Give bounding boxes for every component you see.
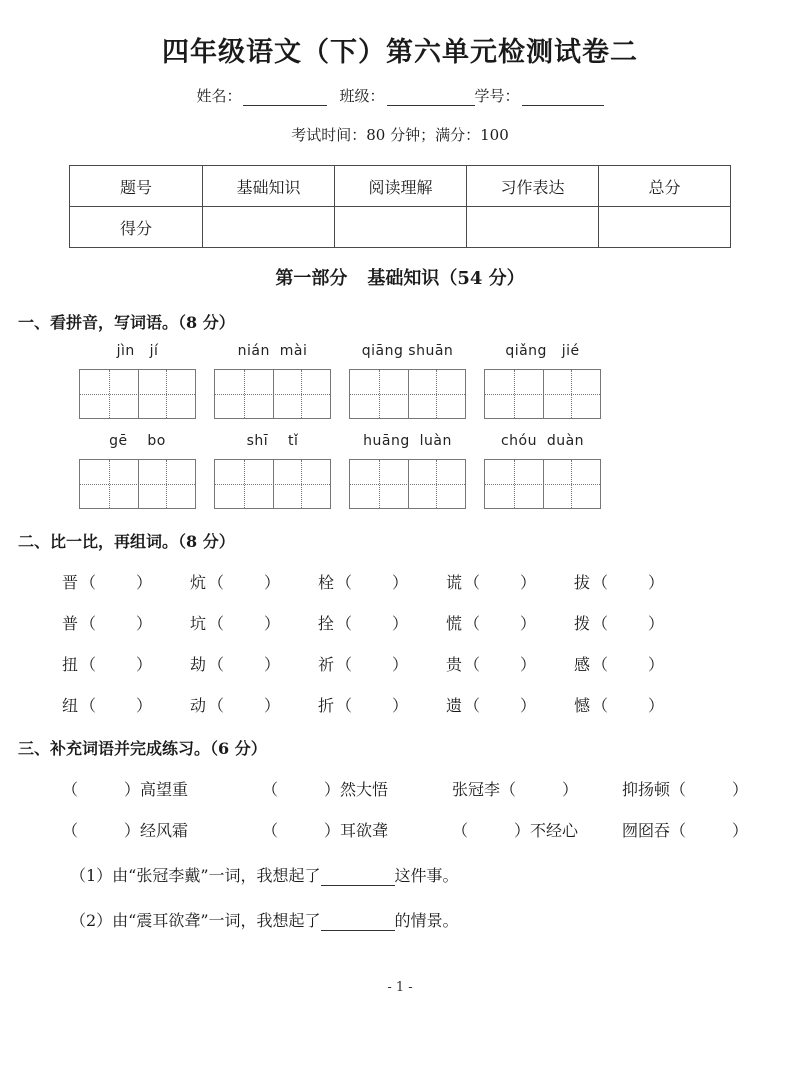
idiom-item[interactable] [452,818,622,841]
compare-char: 憾 [574,696,591,715]
compare-item[interactable] [190,693,318,716]
idiom-after: ）不经心 [514,821,579,840]
part-heading-number: 第一部分 [275,268,348,289]
page-footer [0,980,800,995]
paren-open: （ [208,573,225,592]
compare-item[interactable] [318,693,446,716]
paren-close: ） [648,696,665,715]
paren-close: ） [264,655,281,674]
tianzige-box[interactable] [349,459,466,509]
compare-item[interactable] [190,611,318,634]
paren-open: （ [464,614,481,633]
page-number: - 1 - [387,980,413,995]
paren-close: ） [264,614,281,633]
paren-open: （ [592,614,609,633]
compare-item[interactable] [62,652,190,675]
compare-char: 炕 [190,573,207,592]
pinyin-group-8 [475,433,610,509]
pinyin-group-1 [70,343,205,419]
paren-open: （ [336,696,353,715]
class-field-label: 班级： [339,87,385,105]
sub-question-1-suffix: 这件事。 [394,866,459,885]
tianzige-box[interactable] [484,369,601,419]
paren-open: （ [80,573,97,592]
paren-close: ） [648,573,665,592]
compare-char: 谎 [446,573,463,592]
idiom-after: ） [562,780,579,799]
student-id-field-input[interactable] [522,91,604,106]
paren-open: （ [592,655,609,674]
idiom-before: （ [62,821,79,840]
paren-close: ） [648,614,665,633]
compare-item[interactable] [446,693,574,716]
compare-char: 祈 [318,655,335,674]
compare-item[interactable] [62,570,190,593]
score-table-header-2: 阅读理解 [335,166,467,207]
pinyin-label: qiāng shuān [361,343,454,359]
idiom-after: ） [732,821,749,840]
compare-item[interactable] [574,611,702,634]
compare-char: 拔 [574,573,591,592]
name-field-input[interactable] [243,91,327,106]
pinyin-group-2 [205,343,340,419]
paren-close: ） [264,573,281,592]
tianzige-box[interactable] [214,459,331,509]
paren-close: ） [264,696,281,715]
paren-open: （ [336,614,353,633]
compare-item[interactable] [62,611,190,634]
part-heading [0,264,800,290]
compare-item[interactable] [446,611,574,634]
pinyin-label: gē bo [109,433,166,449]
tianzige-box[interactable] [484,459,601,509]
idiom-after: ）经风霜 [124,821,189,840]
paren-close: ） [648,655,665,674]
idiom-after: ）耳欲聋 [324,821,389,840]
idiom-before: （ [62,780,79,799]
pinyin-label: chóu duàn [500,433,585,449]
paren-close: ） [136,696,153,715]
idiom-before: 囫囵吞（ [622,821,687,840]
tianzige-box[interactable] [79,369,196,419]
compare-char: 栓 [318,573,335,592]
compare-char: 折 [318,696,335,715]
compare-char: 感 [574,655,591,674]
paren-open: （ [208,696,225,715]
compare-char: 遗 [446,696,463,715]
compare-char: 拴 [318,614,335,633]
compare-char: 扭 [62,655,79,674]
compare-item[interactable] [574,693,702,716]
pinyin-group-6 [205,433,340,509]
idiom-after: ）然大悟 [324,780,389,799]
score-table-header-3: 习作表达 [467,166,599,207]
idiom-before: （ [262,780,279,799]
paren-close: ） [520,614,537,633]
question-1-heading: 一、看拼音，写词语。（8 分） [18,313,235,332]
question-1-body [0,343,800,509]
score-cell-0[interactable] [203,207,335,248]
idiom-before: （ [452,821,469,840]
compare-char: 晋 [62,573,79,592]
page-title: 四年级语文（下）第六单元检测试卷二 [162,37,638,68]
compare-item[interactable] [318,570,446,593]
compare-char: 动 [190,696,207,715]
paren-open: （ [464,696,481,715]
paren-open: （ [592,573,609,592]
paren-close: ） [520,573,537,592]
pinyin-label: nián mài [237,343,308,359]
compare-row-2 [62,611,800,634]
idiom-item[interactable] [262,818,452,841]
idiom-before: 抑扬顿（ [622,780,687,799]
score-table-header-4: 总分 [599,166,731,207]
idiom-item[interactable] [262,777,452,800]
idiom-item[interactable] [62,818,262,841]
paren-open: （ [80,655,97,674]
compare-item[interactable] [190,570,318,593]
compare-item[interactable] [318,611,446,634]
question-2-heading: 二、比一比，再组词。（8 分） [18,532,235,551]
compare-item[interactable] [574,652,702,675]
table-row-score [70,207,731,248]
pinyin-label: qiǎng jié [505,343,580,359]
idiom-item[interactable] [622,777,772,800]
sub-question-2-suffix: 的情景。 [394,911,459,930]
pinyin-group-3 [340,343,475,419]
sub-question-1-prefix: （1）由“张冠李戴”一词，我想起了 [70,866,321,885]
paren-open: （ [464,573,481,592]
paren-open: （ [80,614,97,633]
paren-close: ） [520,696,537,715]
question-3-body [0,777,800,931]
sub-question-2-prefix: （2）由“震耳欲聋”一词，我想起了 [70,911,321,930]
score-table [69,165,731,248]
paren-close: ） [136,573,153,592]
question-3-heading: 三、补充词语并完成练习。（6 分） [18,739,267,758]
idiom-item[interactable] [452,777,622,800]
compare-row-4 [62,693,800,716]
compare-item[interactable] [446,570,574,593]
compare-char: 纽 [62,696,79,715]
score-cell-3[interactable] [599,207,731,248]
exam-info: 考试时间：80 分钟；满分：100 [291,126,509,144]
sub-question-1-blank[interactable] [321,871,395,886]
score-cell-2[interactable] [467,207,599,248]
pinyin-row-1 [70,343,800,419]
question-2-body [0,570,800,716]
paren-close: ） [392,614,409,633]
idiom-item[interactable] [622,818,772,841]
compare-row-1 [62,570,800,593]
paren-close: ） [392,655,409,674]
compare-item[interactable] [190,652,318,675]
score-table-header-1: 基础知识 [203,166,335,207]
pinyin-group-5 [70,433,205,509]
compare-item[interactable] [446,652,574,675]
compare-char: 劫 [190,655,207,674]
paren-open: （ [336,655,353,674]
sub-question-2-blank[interactable] [321,916,395,931]
compare-row-3 [62,652,800,675]
pinyin-label: jìn jí [116,343,159,359]
score-cell-1[interactable] [335,207,467,248]
idiom-item[interactable] [62,777,262,800]
paren-close: ） [136,614,153,633]
compare-char: 坑 [190,614,207,633]
table-row-header [70,166,731,207]
paren-open: （ [592,696,609,715]
student-info-line [0,85,800,106]
idiom-after: ）高望重 [124,780,189,799]
idiom-before: （ [262,821,279,840]
compare-item[interactable] [318,652,446,675]
compare-item[interactable] [62,693,190,716]
pinyin-label: shī tǐ [246,433,299,449]
pinyin-group-4 [475,343,610,419]
idiom-after: ） [732,780,749,799]
pinyin-label: huāng luàn [363,433,452,449]
tianzige-box[interactable] [214,369,331,419]
idiom-row-2 [62,818,800,841]
tianzige-box[interactable] [79,459,196,509]
compare-char: 贵 [446,655,463,674]
compare-item[interactable] [574,570,702,593]
paren-open: （ [336,573,353,592]
sub-question-1 [70,863,800,886]
pinyin-group-7 [340,433,475,509]
class-field-input[interactable] [387,91,475,106]
paren-close: ） [392,573,409,592]
paren-open: （ [80,696,97,715]
paren-close: ） [520,655,537,674]
idiom-row-1 [62,777,800,800]
idiom-before: 张冠李（ [452,780,517,799]
part-heading-name: 基础知识（54 分） [367,268,525,289]
compare-char: 慌 [446,614,463,633]
tianzige-box[interactable] [349,369,466,419]
compare-char: 拨 [574,614,591,633]
pinyin-row-2 [70,433,800,509]
name-field-label: 姓名： [196,87,242,105]
score-table-container [69,165,731,248]
sub-question-2 [70,908,800,931]
student-id-field-label: 学号： [474,87,520,105]
paren-close: ） [136,655,153,674]
paren-open: （ [208,655,225,674]
score-row-label: 得分 [70,207,203,248]
paren-open: （ [464,655,481,674]
paren-close: ） [392,696,409,715]
paren-open: （ [208,614,225,633]
score-table-header-0: 题号 [70,166,203,207]
compare-char: 普 [62,614,79,633]
